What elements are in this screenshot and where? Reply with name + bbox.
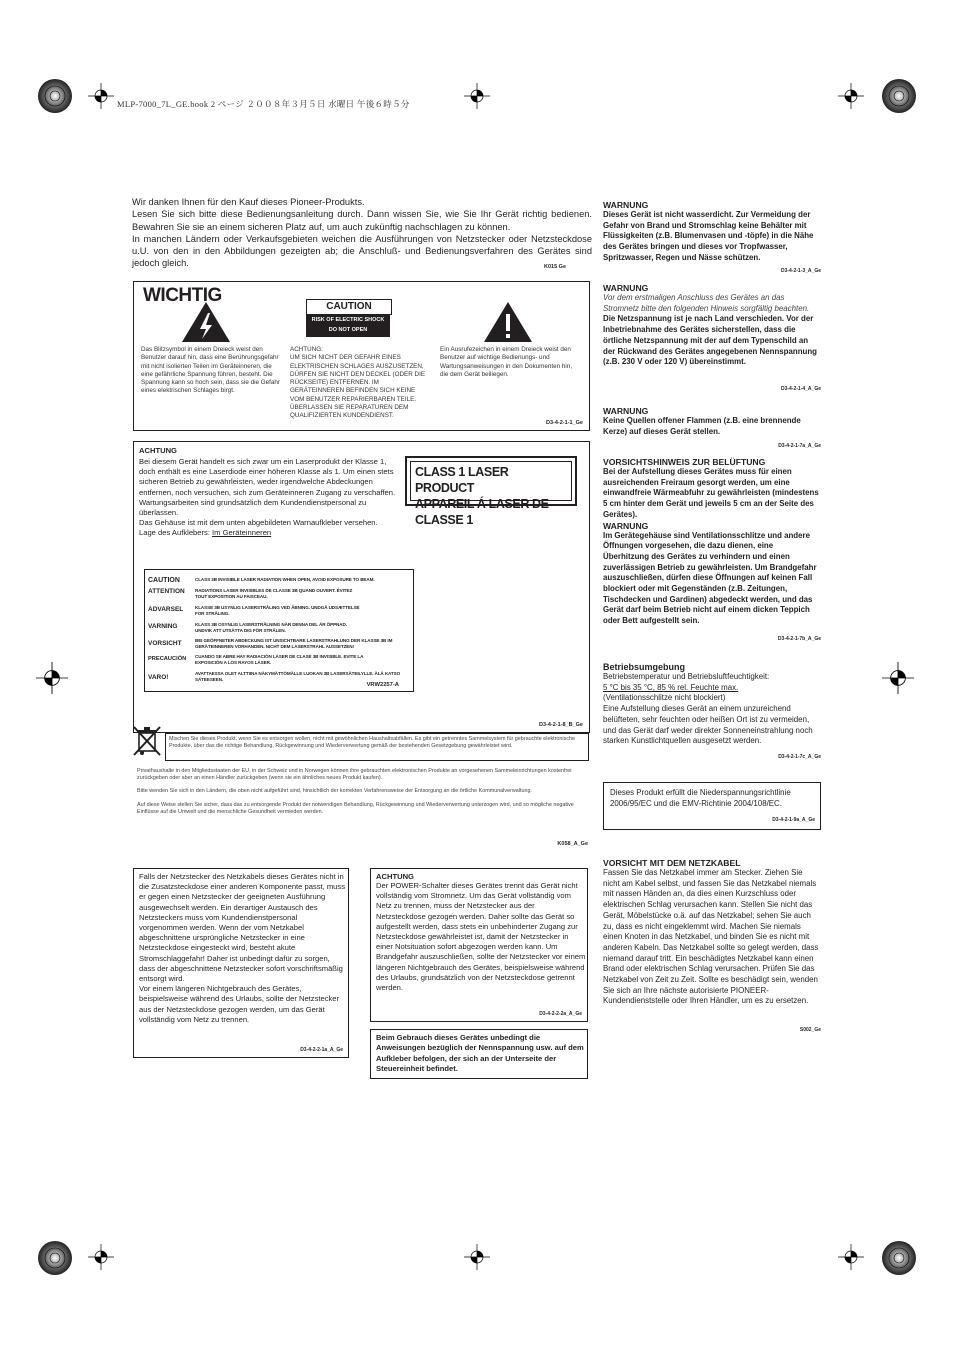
sticker-lang-label: VARO!: [148, 674, 169, 681]
registration-crosshair-mark: [838, 1244, 864, 1270]
ventilation-code: D3-4-2-1-7b_A_Ge: [777, 636, 821, 642]
caution-label: CAUTION: [306, 299, 392, 315]
laser-text: Bei diesem Gerät handelt es sich zwar um ein Laserprodukt der Klasse 1, doch enthält es eine Laserdiode einer höheren Klasse als 1. Um einen stets sicheren Betrieb zu gewährleisten, weder irgendwelche Abdeckungen entfernen, noch versuchen, sich zum Geräteinneren Zugang zu verschaffen. Wartungsarbeiten sind grundsätzlich dem Kundendienstpersonal zu überlassen. Das Gehäuse ist mit dem unten abgebildeten Warnaufkleber versehen. Lage des Aufklebers: Im Geräteinneren: [139, 457, 396, 538]
class1-laser-label: [405, 456, 577, 527]
crossed-bin-icon: [132, 725, 162, 759]
emv-text: Dieses Produkt erfüllt die Niederspannungsrichtlinie 2006/95/EC und die EMV-Richtinie 2004/108/EC.: [610, 788, 791, 808]
sticker-text: KLASSE 3B USYNLIG LASERSTRÅLING VED ÅBNING. UNDGÅ UDSÆTTELSE FOR STRÅLING.: [195, 605, 360, 616]
exclamation-explanation: Ein Ausrufezeichen in einem Dreieck weist den Benutzer auf wichtige Bedienungs- und Wartungsanweisungen in den Dokumenten hin, die dem Gerät beiliegen.: [440, 346, 573, 378]
sticker-lang-label: PRECAUCIÓN: [148, 656, 187, 662]
operating-environment: Betriebsumgebung Betriebstemperatur und Betriebsluftfeuchtigkeit: 5 °C bis 35 °C, 85 % rel. Feuchte max. (Ventilationsschlitze nicht blockiert) Eine Aufstellung dieses Gerät an einem unzureichend belüfteten, sehr feuchten oder heißen Ort ist zu vermeiden, und das Gerät darf weder direkter Sonneneinstrahlung noch starken Kunstlichtquellen ausgesetzt werden.: [603, 662, 813, 746]
registration-crosshair-mark: [838, 83, 864, 109]
lightning-warning-icon: [181, 301, 231, 343]
sticker-lang-label: ATTENTION: [148, 588, 185, 595]
plug-code: D3-4-2-2-1a_A_Ge: [300, 1047, 343, 1053]
intro-line: Wir danken Ihnen für den Kauf dieses Pioneer-Produkts.: [132, 197, 365, 207]
wichtig-box: [133, 281, 590, 431]
print-header-line: MLP-7000_7L_GE.book 2 ページ ２００８年３月５日 水曜日 午後６時５分: [117, 99, 410, 109]
power-text: Der POWER-Schalter dieses Gerätes trennt das Gerät nicht vollständig vom Stromnetz. Um das Gerät vollständig vom Netz zu trennen, muss der Netzstecker aus der Netzsteckdose gezogen werden. Daher sollte das Gerät so aufgestellt werden, dass stets ein unbehinderter Zugang zur Netzsteckdose gewährleistet ist, damit der Netzstecker in einer Notsituation sofort abgezogen werden kann. Um Brandgefahr auszuschließen, sollte der Netzstecker vor einem längeren Nichtgebrauch des Gerätes, beispielsweise während des Urlaubs, grundsätzlich von der Netzsteckdose getrennt werden.: [376, 881, 586, 993]
weee-text: Privathaushalte in den Mitgliedsstaaten der EU, in der Schweiz und in Norwegen können ihre gebrauchten elektronischen Produkte an vorgesehenen Sammeleinrichtungen kostenfrei zurückgeben oder aber an einen Händler zurückgeben (wenn sie ein ähnliches neues Produkt kaufen). Bitte wenden Sie sich in den Ländern, die oben nicht aufgeführt sind, hinsichtlich der korrekten Verfahrensweise der Entsorgung an die örtliche Kommunalverwaltung. Auf diese Weise stellen Sie sicher, dass das zu entsorgende Produkt der notwendigen Behandlung, Rückgewinnung und Wiederverwertung unterzogen wird, und so mögliche negative Einflüsse auf die Umwelt und die menschliche Gesundheit vermieden werden.: [137, 768, 574, 815]
warning-water-code: D3-4-2-1-3_A_Ge: [780, 268, 821, 274]
plug-text: Falls der Netzstecker des Netzkabels dieses Gerätes nicht in die Zusatzsteckdose einer anderen Komponente passt, muss er gegen einen Netzstecker der geeigneten Ausführung ausgewechselt werden. Ein derartiger Austausch des Netzsteckers muss vom Kundendienstpersonal vorgenommen werden. Wenn der vom Netzkabel abgeschnittene ursprüngliche Netzstecker in eine Netzsteckdose eingesteckt wird, besteht akute Stromschlaggefahr! Daher ist unbedingt dafür zu sorgen, dass der abgeschnittene Netzstecker sofort vorschriftsmäßig entsorgt wird. Vor einem längeren Nichtgebrauch des Gerätes, beispielsweise während des Urlaubs, sollte der Netzstecker aus der Netzsteckdose gezogen werden, um das Gerät vollständig vom Netz zu trennen.: [139, 872, 345, 1024]
plug-box: [133, 868, 349, 1058]
sticker-text: AVATTAESSA OLET ALTTIINA NÄKYMÄTTÖMÄLLE LUOKAN 3B LASERSÄTEILYLLE. ÄLÄ KATSO SÄTEESEEN.: [195, 671, 401, 682]
registration-crosshair-mark: [464, 83, 490, 109]
wichtig-code: D3-4-2-1-1_Ge: [546, 420, 583, 426]
registration-crosshair-mark: [36, 662, 68, 694]
power-title: ACHTUNG: [376, 872, 414, 881]
intro-line: In manchen Ländern oder Verkaufsgebieten weichen die Ausführungen von Netzstecker oder Netzsteckdose u.U. von den in den Abbildungen gezeigten ab; die Anschluß- und Bedienungsverfahren des Gerätes sind jedoch gleich.: [132, 233, 592, 269]
sticker-text: CUANDO SE ABRE HAY RADIACIÓN LÁSER DE CLASE 3B INVISIBLE. EVITE LA EXPOSICIÓN A LOS RAYOS LÁSER.: [195, 654, 364, 665]
weee-box: [165, 733, 589, 761]
registration-crosshair-mark: [88, 83, 114, 109]
sticker-text: BEI GEÖFFNETER ABDECKUNG IST UNSICHTBARE LASERSTRAHLUNG DER KLASSE 3B IM GERÄTEINNEREN VORHANDEN. NICHT DEM LASERSTRAHL AUSSETZEN!: [195, 638, 393, 649]
sticker-lang-label: VARNING: [148, 623, 178, 630]
exclamation-warning-icon: [483, 301, 533, 343]
sticker-lang-label: VORSICHT: [148, 640, 182, 647]
environment-code: D3-4-2-1-7c_A_Ge: [778, 754, 821, 760]
achtung-explanation: ACHTUNG: UM SICH NICHT DER GEFAHR EINES ELEKTRISCHEN SCHLAGES AUSZUSETZEN, DÜRFEN SIE NICHT DEN DECKEL (ODER DIE RÜCKSEITE) ENTFERNEN. IM GERÄTEINNEREN BEFINDEN SICH KEINE VOM BENUTZER REPARIERBAREN TEILE. ÜBERLASSEN SIE REPARATUREN DEM QUALIFIZIERTEN KUNDENDIENST.: [290, 346, 426, 420]
class1-line: CLASS 1 LASER PRODUCT: [415, 465, 509, 495]
warning-voltage: WARNUNG Vor dem erstmaligen Anschluss des Gerätes an das Stromnetz bitte den folgenden Hinweis sorgfältig beachten. Die Netzspannung ist je nach Land verschieden. Vor der Inbetriebnahme des Gerätes sicherstellen, dass die örtliche Netzspannung mit der auf dem Typenschild an der Rückwand des Gerätes angegebenen Nennspannung (z.B. 230 V oder 120 V) übereinstimmt.: [603, 283, 817, 367]
laser-title: ACHTUNG: [139, 446, 177, 455]
sticker-text: CLASS 3B INVISIBLE LASER RADIATION WHEN OPEN, AVOID EXPOSURE TO BEAM.: [195, 577, 375, 582]
sticker-lang-label: ADVARSEL: [148, 606, 184, 613]
intro-code: K015 Ge: [543, 264, 566, 270]
intro-line: Lesen Sie sich bitte diese Bedienungsanleitung durch. Dann wissen Sie, wie Sie Ihr Gerät richtig bedienen. Bewahren Sie sie an einem sicheren Platz auf, um auch zukünftig nachschlagen zu können.: [132, 209, 592, 232]
registration-circle-mark: [880, 77, 918, 115]
registration-circle-mark: [36, 77, 74, 115]
power-box: [370, 868, 588, 1022]
lightning-explanation: Das Blitzsymbol in einem Dreieck weist den Benutzer darauf hin, dass eine Berührungsgefahr mit nicht isolierten Teilen im Geräteinneren, die eine gefährliche Spannung führen, besteht. Die Spannung kann so hoch sein, dass sie die Gefahr eines elektrischen Schlages birgt.: [141, 346, 280, 395]
warning-voltage-code: D3-4-2-1-4_A_Ge: [780, 386, 821, 392]
sticker-text: RADIATIONS LASER INVISIBLES DE CLASSE 3B QUAND OUVERT. ÉVITEZ TOUT EXPOSITION AU FAISCEAU.: [195, 588, 353, 599]
sticker-code: VRW2257-A: [366, 682, 399, 688]
emv-box: [603, 782, 821, 830]
class1-line: APPAREIL Á LASER DE CLASSE 1: [415, 497, 549, 527]
power-cord-code: S002_Ge: [799, 1027, 821, 1033]
warning-water: WARNUNG Dieses Gerät ist nicht wasserdicht. Zur Vermeidung der Gefahr von Brand und Stromschlag keine Behälter mit Flüssigkeiten (z.B. Blumenvasen und -töpfe) in die Nähe des Gerätes bringen und dieses vor Tropfwasser, Spritzwasser, Regen und Nässe schützen.: [603, 200, 814, 262]
laser-caution-sticker: [144, 569, 414, 692]
ventilation-notice: VORSICHTSHINWEIS ZUR BELÜFTUNG Bei der Aufstellung dieses Gerätes muss für einen ausreichenden Freiraum gesorgt werden, um eine einwandfreie Wärmeabfuhr zu gewährleisten (mindestens 5 cm hinter dem Gerät und jeweils 5 cm an der Seite des Gerätes). WARNUNG Im Gerätegehäuse sind Ventilationsschlitze und andere Öffnungen vorgesehen, die dazu dienen, eine Überhitzung des Gerätes zu verhindern und einen zuverlässigen Betrieb zu gewährleisten. Um Brandgefahr auszuschließen, dürfen diese Öffnungen auf keinen Fall blockiert oder mit Gegenständen (z.B. Zeitungen, Tischdecken und Gardinen) abgedeckt werden, und das Gerät darf beim Betrieb nicht auf einem dicken Teppich oder Bett aufgestellt sein.: [603, 457, 819, 626]
caution-sub-label: RISK OF ELECTRIC SHOCK DO NOT OPEN: [306, 315, 390, 337]
weee-code: K058_A_Ge: [557, 841, 588, 847]
sticker-lang-label: CAUTION: [148, 577, 180, 584]
registration-circle-mark: [36, 1239, 74, 1277]
emv-code: D3-4-2-1-9a_A_Ge: [772, 817, 815, 823]
wichtig-title: WICHTIG: [143, 285, 222, 306]
warning-flame-code: D3-4-2-1-7a_A_Ge: [778, 443, 821, 449]
warning-flame: WARNUNG Keine Quellen offener Flammen (z.B. eine brennende Kerze) auf dieses Gerät stellen.: [603, 406, 801, 436]
sticker-text: KLASS 3B OSYNLIG LASERSTRÅLNING NÄR DENNA DEL ÄR ÖPPNAD. UNDVIK ATT UTSÄTTA DIG FÖR STRÅLEN.: [195, 622, 347, 633]
power-code: D3-4-2-2-2a_A_Ge: [539, 1011, 582, 1017]
intro-text: [132, 196, 592, 270]
voltage-note: Beim Gebrauch dieses Gerätes unbedingt die Anweisungen bezüglich der Nennspannung usw. auf dem Aufkleber befolgen, der sich an der Unterseite der Steuereinheit befindet.: [376, 1033, 584, 1073]
laser-code: D3-4-2-1-8_B_Ge: [538, 722, 583, 728]
power-cord-caution: VORSICHT MIT DEM NETZKABEL Fassen Sie das Netzkabel immer am Stecker. Ziehen Sie nicht am Kabel selbst, und fassen Sie das Netzkabel niemals mit nassen Händen an, da dies einen Kurzschluss oder elektrischen Schlag verursachen kann. Stellen Sie nicht das Gerät, Möbelstücke o.ä. auf das Netzkabel; sehen Sie auch zu, dass es nicht eingeklemmt wird. Machen Sie niemals einen Knoten in das Netzkabel, und binden Sie es nicht mit anderen Kabeln. Das Netzkabel sollte so gelegt werden, dass niemand darauf tritt. Ein beschädigtes Netzkabel kann einen Brand oder elektrischen Schlag verursachen. Prüfen Sie das Netzkabel von Zeit zu Zeit. Sollte es beschädigt sein, wenden Sie sich an Ihre nächste autorisierte PIONEER-Kundendienststelle oder Ihren Händler, um es zu ersetzen.: [603, 858, 819, 1006]
registration-crosshair-mark: [464, 1244, 490, 1270]
voltage-note-box: [370, 1029, 588, 1079]
registration-crosshair-mark: [88, 1244, 114, 1270]
registration-circle-mark: [880, 1239, 918, 1277]
weee-box-text: Mischen Sie dieses Produkt, wenn Sie es entsorgen wollen, nicht mit gewöhnlichen Haushaltsabfällen. Es gibt ein getrenntes Sammelsystem für gebrauchte elektronische Produkte, über das die richtige Behandlung, Rückgewinnung und Wiederverwertung gemäß der bestehenden Gesetzgebung gewährleistet wird.: [169, 736, 576, 749]
registration-crosshair-mark: [882, 662, 914, 694]
